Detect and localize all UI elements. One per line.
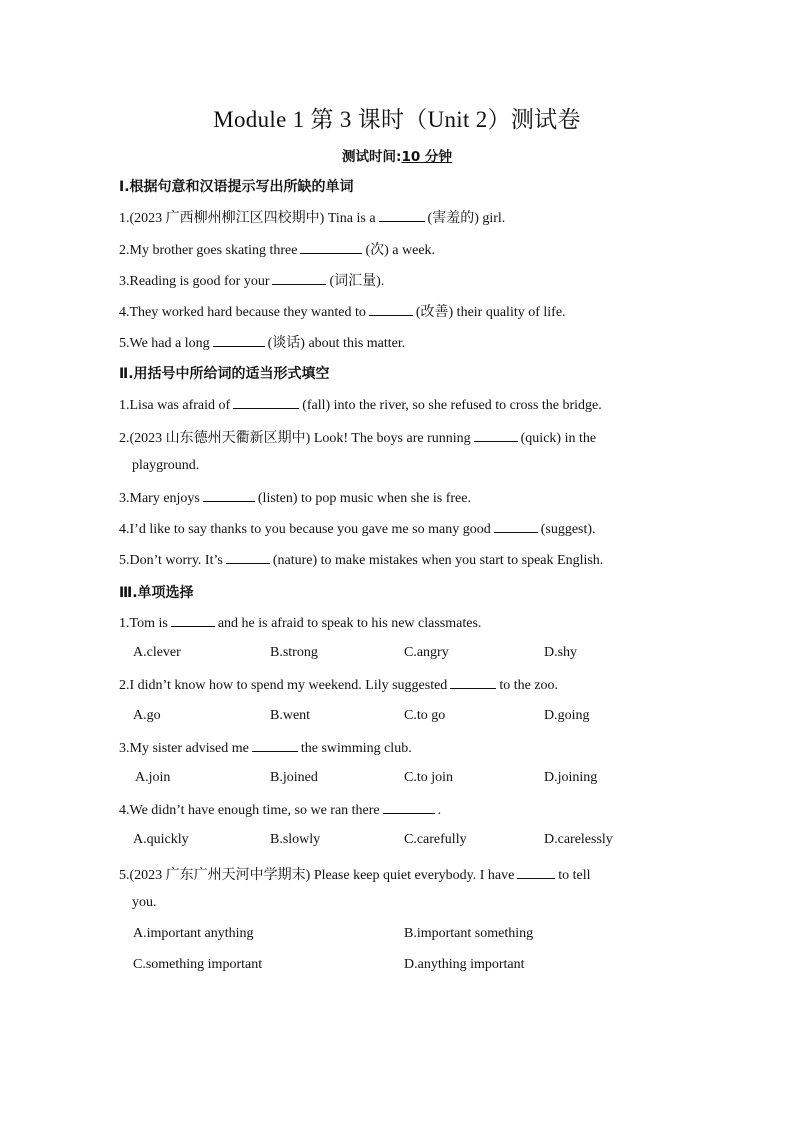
option-b: B.slowly — [270, 832, 321, 847]
test-time-value: 10 分钟 — [401, 149, 452, 165]
answer-blank — [494, 520, 538, 533]
option-d: D.carelessly — [544, 832, 613, 847]
part3-question-4: 4.We didn’t have enough time, so we ran there . — [119, 803, 442, 818]
option-c: C.carefully — [404, 832, 467, 847]
option-d: D.going — [544, 708, 590, 723]
part3-question-1: 1.Tom is and he is afraid to speak to his new classmates. — [119, 616, 482, 631]
answer-blank — [369, 303, 413, 316]
part2-question-2: 2.(2023 山东德州天衢新区期中) Look! The boys are running (quick) in the — [119, 431, 597, 446]
part3-question-2: 2.I didn’t know how to spend my weekend. Lily suggested to the zoo. — [119, 678, 559, 693]
part1-question-2: 2.My brother goes skating three (次) a week. — [119, 243, 436, 258]
part3-question-3: 3.My sister advised me the swimming club. — [119, 741, 412, 756]
answer-blank — [300, 241, 362, 254]
option-b: B.strong — [270, 645, 318, 660]
option-a: A.quickly — [133, 832, 189, 847]
option-d: D.shy — [544, 645, 578, 660]
part2-question-3: 3.Mary enjoys (listen) to pop music when she is free. — [119, 491, 471, 506]
answer-blank — [226, 551, 270, 564]
answer-blank — [517, 866, 555, 879]
part1-question-3: 3.Reading is good for your (词汇量). — [119, 274, 385, 289]
answer-blank — [272, 272, 326, 285]
section-2-heading: Ⅱ.用括号中所给词的适当形式填空 — [119, 366, 330, 382]
part1-question-1: 1.(2023 广西柳州柳江区四校期中) Tina is a (害羞的) girl. — [119, 211, 506, 226]
option-b: B.joined — [270, 770, 318, 785]
test-time — [0, 145, 794, 165]
answer-blank — [450, 676, 496, 689]
page-title: Module 1 第 3 课时（Unit 2）测试卷 — [213, 107, 581, 132]
answer-blank — [474, 429, 518, 442]
option-c: C.something important — [133, 957, 263, 972]
option-d: D.joining — [544, 770, 598, 785]
option-a: A.go — [133, 708, 161, 723]
part2-question-4: 4.I’d like to say thanks to you because you gave me so many good (suggest). — [119, 522, 596, 537]
part3-question-5: 5.(2023 广东广州天河中学期末) Please keep quiet everybody. I have to tell — [119, 868, 591, 883]
option-c: C.to go — [404, 708, 446, 723]
option-b: B.went — [270, 708, 311, 723]
option-c: C.angry — [404, 645, 449, 660]
section-1-heading: Ⅰ.根据句意和汉语提示写出所缺的单词 — [119, 179, 354, 195]
part1-question-5: 5.We had a long (谈话) about this matter. — [119, 336, 406, 351]
answer-blank — [203, 489, 255, 502]
answer-blank — [379, 209, 425, 222]
part1-question-4: 4.They worked hard because they wanted to (改善) their quality of life. — [119, 305, 566, 320]
option-c: C.to join — [404, 770, 454, 785]
answer-blank — [213, 334, 265, 347]
answer-blank — [252, 739, 298, 752]
part2-question-1: 1.Lisa was afraid of (fall) into the river, so she refused to cross the bridge. — [119, 398, 602, 413]
test-time-label: 测试时间: — [342, 149, 402, 165]
option-b: B.important something — [404, 926, 534, 941]
answer-blank — [171, 614, 215, 627]
answer-blank — [383, 801, 435, 814]
part3-question-5-continued: you. — [132, 895, 157, 910]
option-d: D.anything important — [404, 957, 525, 972]
option-a: A.important anything — [133, 926, 254, 941]
answer-blank — [233, 396, 299, 409]
section-3-heading: Ⅲ.单项选择 — [119, 585, 194, 601]
part2-question-5: 5.Don’t worry. It’s (nature) to make mistakes when you start to speak English. — [119, 553, 604, 568]
part2-question-2-continued: playground. — [132, 458, 200, 473]
option-a: A.join — [135, 770, 171, 785]
option-a: A.clever — [133, 645, 181, 660]
